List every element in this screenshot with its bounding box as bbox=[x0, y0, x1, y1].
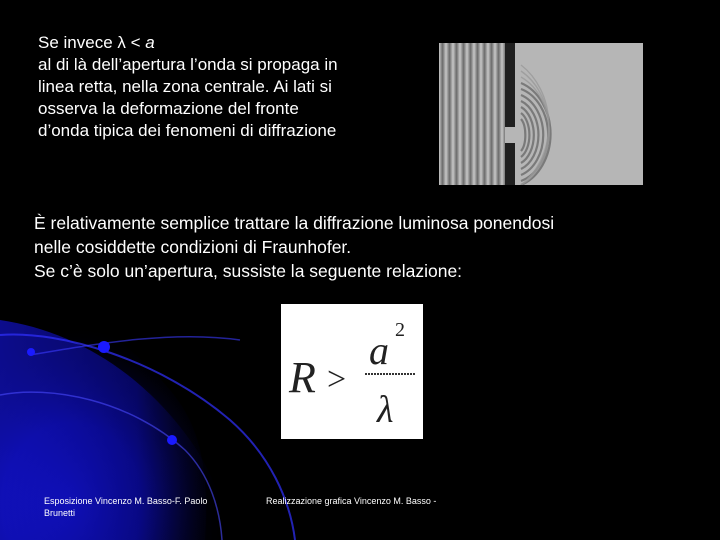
swoosh-dot-1 bbox=[98, 341, 110, 353]
main-line-1: È relativamente semplice trattare la diffrazione luminosa ponendosi bbox=[34, 213, 555, 233]
fraunhofer-formula bbox=[281, 304, 423, 439]
variable-a: a bbox=[145, 33, 155, 52]
formula-numerator: a bbox=[369, 328, 389, 373]
main-text bbox=[34, 211, 694, 283]
less-than-sign: < bbox=[125, 33, 146, 52]
intro-line-5: d’onda tipica dei fenomeni di diffrazione bbox=[38, 121, 337, 140]
intro-line-1-prefix: Se invece bbox=[38, 33, 118, 52]
intro-line-1 bbox=[38, 32, 408, 54]
swoosh-dot-2 bbox=[27, 348, 35, 356]
intro-line-3: linea retta, nella zona centrale. Ai lati si bbox=[38, 77, 332, 96]
lambda-symbol: λ bbox=[117, 33, 126, 52]
swoosh-dot-3 bbox=[167, 435, 177, 445]
intro-line-4: osserva la deformazione del fronte bbox=[38, 99, 299, 118]
footer-credits-left: Esposizione Vincenzo M. Basso-F. Paolo Brunetti bbox=[44, 496, 208, 518]
formula-relation: > bbox=[327, 361, 347, 398]
footer-credits-right: Realizzazione grafica Vincenzo M. Basso - bbox=[266, 496, 437, 506]
intro-text bbox=[38, 32, 408, 142]
formula-lhs: R bbox=[289, 353, 316, 402]
main-line-3: Se c’è solo un’apertura, sussiste la seguente relazione: bbox=[34, 261, 463, 281]
diffraction-wave-image bbox=[439, 43, 643, 185]
intro-line-2: al di là dell’apertura l’onda si propaga in bbox=[38, 55, 338, 74]
formula-exponent: 2 bbox=[395, 319, 405, 341]
main-line-2: nelle cosiddette condizioni di Fraunhofer. bbox=[34, 237, 352, 257]
formula-denominator: λ bbox=[377, 389, 394, 431]
